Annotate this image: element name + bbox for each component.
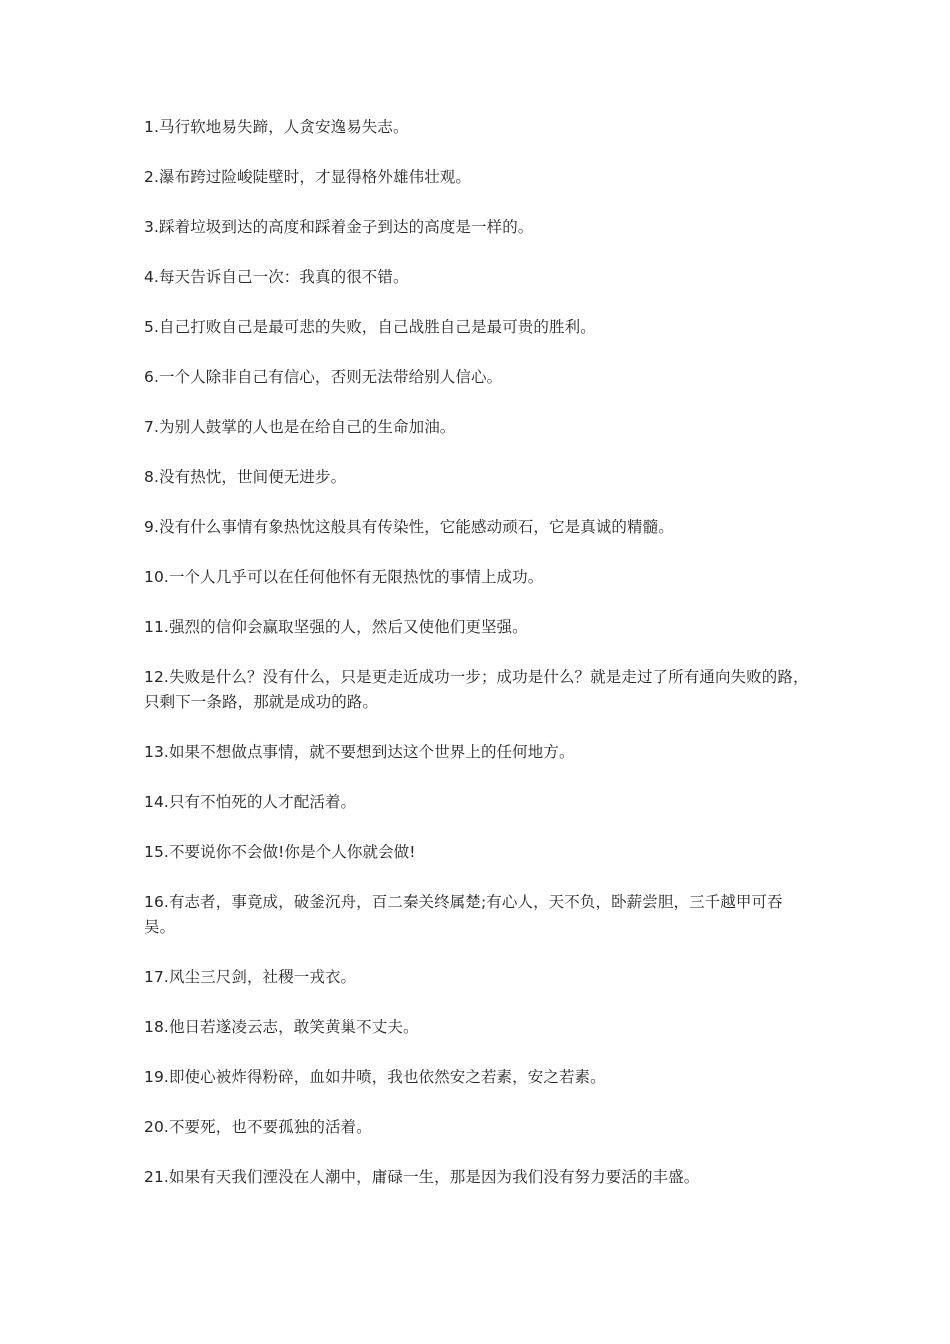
list-item: 12.失败是什么？没有什么，只是更走近成功一步；成功是什么？就是走过了所有通向失败的路，只剩下一条路，那就是成功的路。 — [144, 668, 809, 711]
list-item: 7.为别人鼓掌的人也是在给自己的生命加油。 — [144, 418, 456, 436]
list-item: 19.即使心被炸得粉碎，血如井喷，我也依然安之若素，安之若素。 — [144, 1068, 606, 1086]
list-item: 10.一个人几乎可以在任何他怀有无限热忱的事情上成功。 — [144, 568, 544, 586]
list-item: 4.每天告诉自己一次：我真的很不错。 — [144, 268, 409, 286]
list-item: 14.只有不怕死的人才配活着。 — [144, 793, 357, 811]
list-item: 17.风尘三尺剑，社稷一戎衣。 — [144, 968, 357, 986]
list-item: 21.如果有天我们湮没在人潮中，庸碌一生，那是因为我们没有努力要活的丰盛。 — [144, 1168, 700, 1186]
list-item: 5.自己打败自己是最可悲的失败，自己战胜自己是最可贵的胜利。 — [144, 318, 596, 336]
list-item: 16.有志者，事竟成，破釜沉舟，百二秦关终属楚;有心人，天不负，卧薪尝胆，三千越甲可吞吴。 — [144, 893, 783, 936]
list-item: 11.强烈的信仰会赢取坚强的人，然后又使他们更坚强。 — [144, 618, 528, 636]
list-item: 18.他日若遂凌云志，敢笑黄巢不丈夫。 — [144, 1018, 419, 1036]
quote-list — [144, 115, 810, 1215]
list-item: 6.一个人除非自己有信心，否则无法带给别人信心。 — [144, 368, 503, 386]
list-item: 2.瀑布跨过险峻陡壁时，才显得格外雄伟壮观。 — [144, 168, 471, 186]
list-item: 20.不要死，也不要孤独的活着。 — [144, 1118, 372, 1136]
list-item: 1.马行软地易失蹄，人贪安逸易失志。 — [144, 118, 409, 136]
list-item: 13.如果不想做点事情，就不要想到达这个世界上的任何地方。 — [144, 743, 575, 761]
list-item: 3.踩着垃圾到达的高度和踩着金子到达的高度是一样的。 — [144, 218, 534, 236]
list-item: 15.不要说你不会做!你是个人你就会做! — [144, 843, 416, 861]
list-item: 8.没有热忱，世间便无进步。 — [144, 468, 347, 486]
list-item: 9.没有什么事情有象热忱这般具有传染性，它能感动顽石，它是真诚的精髓。 — [144, 518, 674, 536]
